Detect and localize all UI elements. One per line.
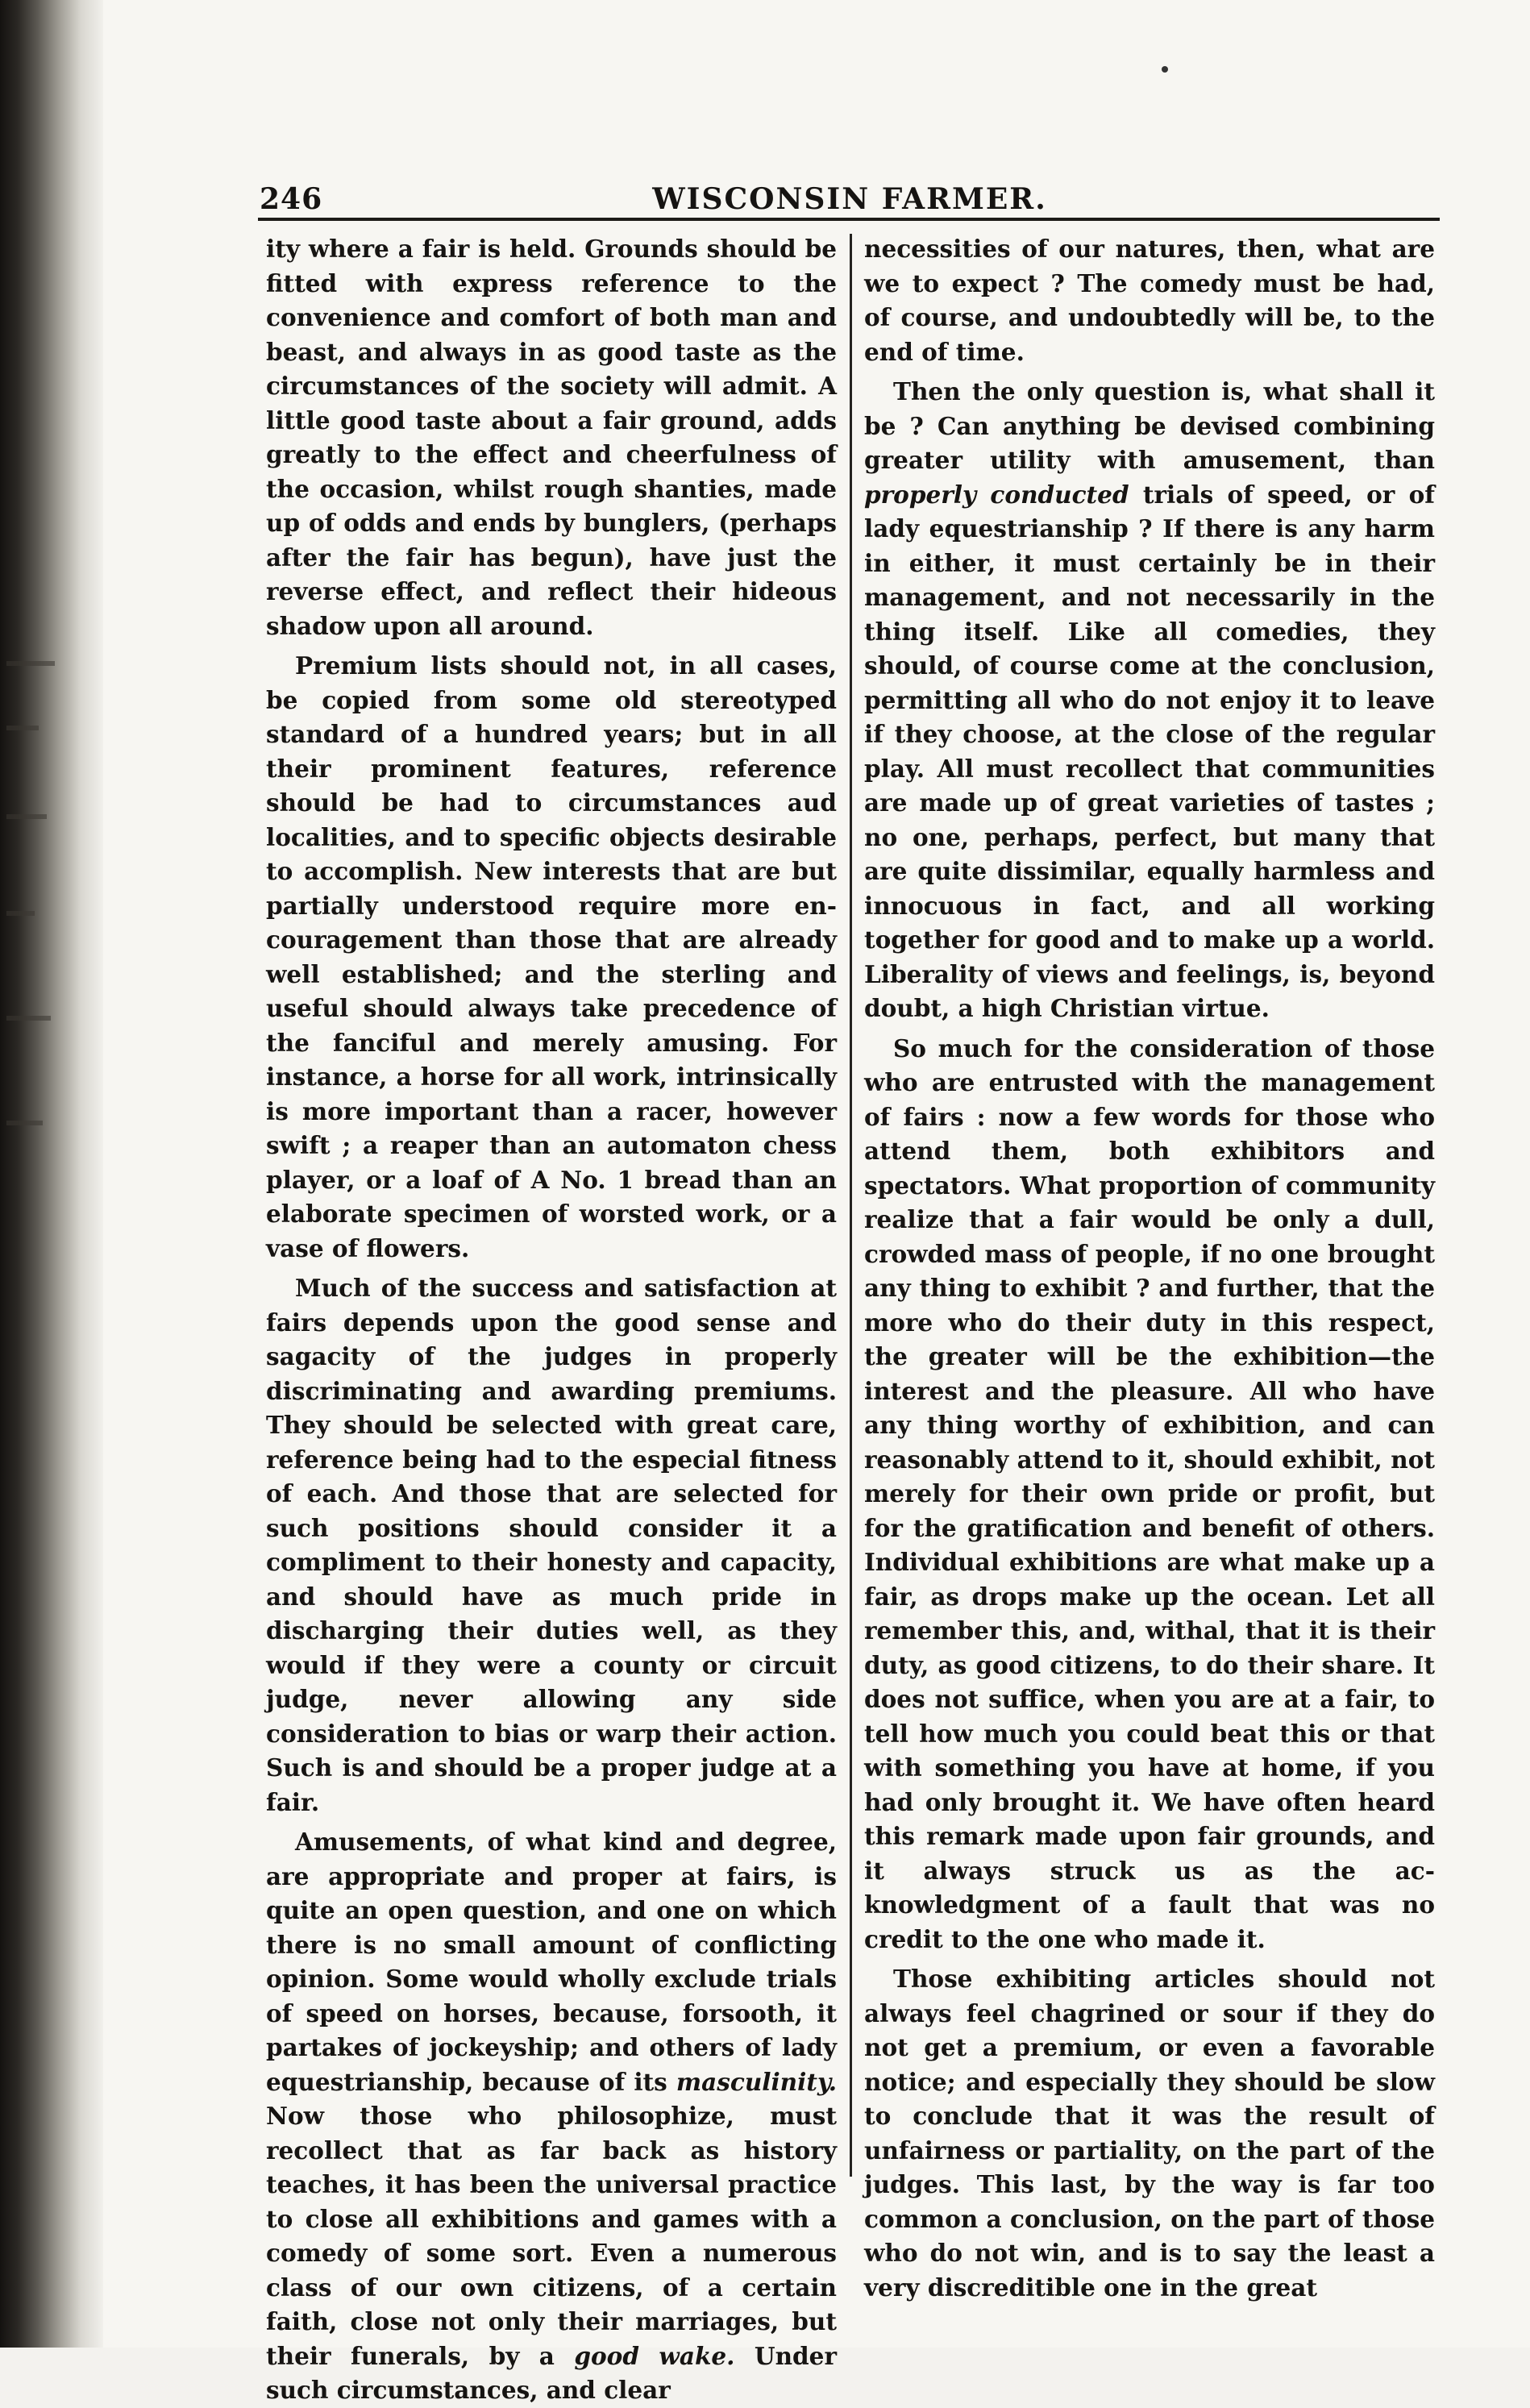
text-run: trials of speed, or of lady equestrianship ? If there is any harm in either, it must certainly be in their management, and not necessarily in the thing itself. Like all comedies, they should, of course come at the conclusion, permitting all who do not enjoy it to leave if they choose, at the close of the regular play. All must recollect that communities are made up of great varieties of tastes ; no one, perhaps, perfect, but many that are quite dissimilar, equally harmless and innocuous in fact, and all working together for good and to make up a world. Liberality of views and feelings, is, beyond doubt, a high Christian virtue. xyxy=(864,480,1435,1022)
left-column xyxy=(266,232,837,2404)
running-title: WISCONSIN FARMER. xyxy=(652,182,1047,216)
text-run: Amusements, of what kind and degree, are appropriate and proper at fairs, is quite an open question, and one on which there is no small amount of conflicting opinion. Some would wholly exclude trials of speed on horses, because, forsooth, it partakes of jockeyship; and others of lady equestrianship, because of its xyxy=(266,1828,837,2096)
text-run: Now those who philosophize, must recollect that as far back as history teaches, it has been the universal practice to close all exhibitions and games with a comedy of some sort. Even a numerous class of our own citizens, of a certain faith, close not only their marriages, but their funerals, by a xyxy=(266,2102,837,2370)
book-binding-edge xyxy=(0,0,103,2348)
binding-shadow-mark xyxy=(6,1121,43,1125)
binding-shadow-mark xyxy=(6,1016,51,1021)
italic-text: properly conducted xyxy=(864,480,1129,509)
binding-shadow-mark xyxy=(6,911,35,916)
paragraph xyxy=(864,375,1435,1026)
column-divider xyxy=(850,234,852,2177)
paragraph xyxy=(266,1825,837,2408)
binding-shadow-mark xyxy=(6,726,39,730)
text-run: Then the only question is, what shall it be ? Can anything be devised combining greater utility with amusement, than xyxy=(864,377,1435,474)
right-column xyxy=(864,232,1435,2302)
ink-speck xyxy=(1162,66,1168,73)
binding-shadow-mark xyxy=(6,661,55,666)
paragraph: Those exhibiting articles should not always feel chagrined or sour if they do not get a premium, or even a favorable notice; and especially they should be slow to conclude that it was the result of unfairness or partiality, on the part of the judges. This last, by the way is far too common a conclusion, on the part of those who do not win, and is to say the least a very discreditible one in the great xyxy=(864,1965,1435,2302)
italic-text: good wake. xyxy=(574,2341,735,2370)
binding-shadow-mark xyxy=(6,814,47,819)
page-number: 246 xyxy=(260,182,323,216)
paragraph: ity where a fair is held. Grounds should be fitted with express reference to the convenience and comfort of both man and beast, and always in as good taste as the circumstances of the society will admit. A little good taste about a fair ground, adds greatly to the effect and cheerfulness of the occasion, whilst rough shanties, made up of odds and ends by bunglers, (perhaps after the fair has begun), have just the reverse effect, and reflect their hideous shadow upon all around. xyxy=(266,235,837,640)
paragraph: necessities of our natures, then, what are we to expect ? The comedy must be had, of course, and undoubtedly will be, to the end of time. xyxy=(864,235,1435,366)
text-run: Under such circumstances, and clear xyxy=(266,2341,837,2404)
paragraph: Premium lists should not, in all cases, be copied from some old stereotyped standard of a hundred years; but in all their prominent features, reference should be had to circumstances aud localities, and to specific objects desirable to accomplish. New interests that are but partially understood require more encouragement than those that are already well established; and the sterling and useful should always take precedence of the fanciful and merely amusing. For instance, a horse for all work, intrinsically is more important than a racer, however swift ; a reaper than an automaton chess player, or a loaf of A No. 1 bread than an elaborate specimen of worsted work, or a vase of flowers. xyxy=(266,651,837,1262)
page-header xyxy=(260,176,1440,218)
italic-text: masculinity. xyxy=(676,2067,837,2096)
paragraph: Much of the success and satisfaction at fairs depends upon the good sense and sagacity of the judges in properly discriminating and awarding premiums. They should be selected with great care, reference being had to the especial fitness of each. And those that are selected for such positions should consider it a compliment to their honesty and capacity, and should have as much pride in discharging their duties well, as they would if they were a county or circuit judge, never allowing any side consideration to bias or warp their action. Such is and should be a proper judge at a fair. xyxy=(266,1274,837,1816)
paragraph: So much for the consideration of those who are entrusted with the management of fairs : now a few words for those who attend them, both exhibitors and spectators. What proportion of community realize that a fair would be only a dull, crowded mass of people, if no one brought any thing to exhibit ? and further, that the more who do their duty in this respect, the greater will be the exhibition—the interest and the pleasure. All who have any thing worthy of exhibition, and can reasonably attend to it, should exhibit, not merely for their own pride or profit, but for the gratification and benefit of others. Individual exhibitions are what make up a fair, as drops make up the ocean. Let all remember this, and, withal, that it is their duty, as good citizens, to do their share. It does not suffice, when you are at a fair, to tell how much you could beat this or that with something you have at home, if you had only brought it. We have often heard this remark made upon fair grounds, and it always struck us as the acknowledgment of a fault that was no credit to the one who made it. xyxy=(864,1033,1435,1953)
header-rule xyxy=(258,218,1440,221)
